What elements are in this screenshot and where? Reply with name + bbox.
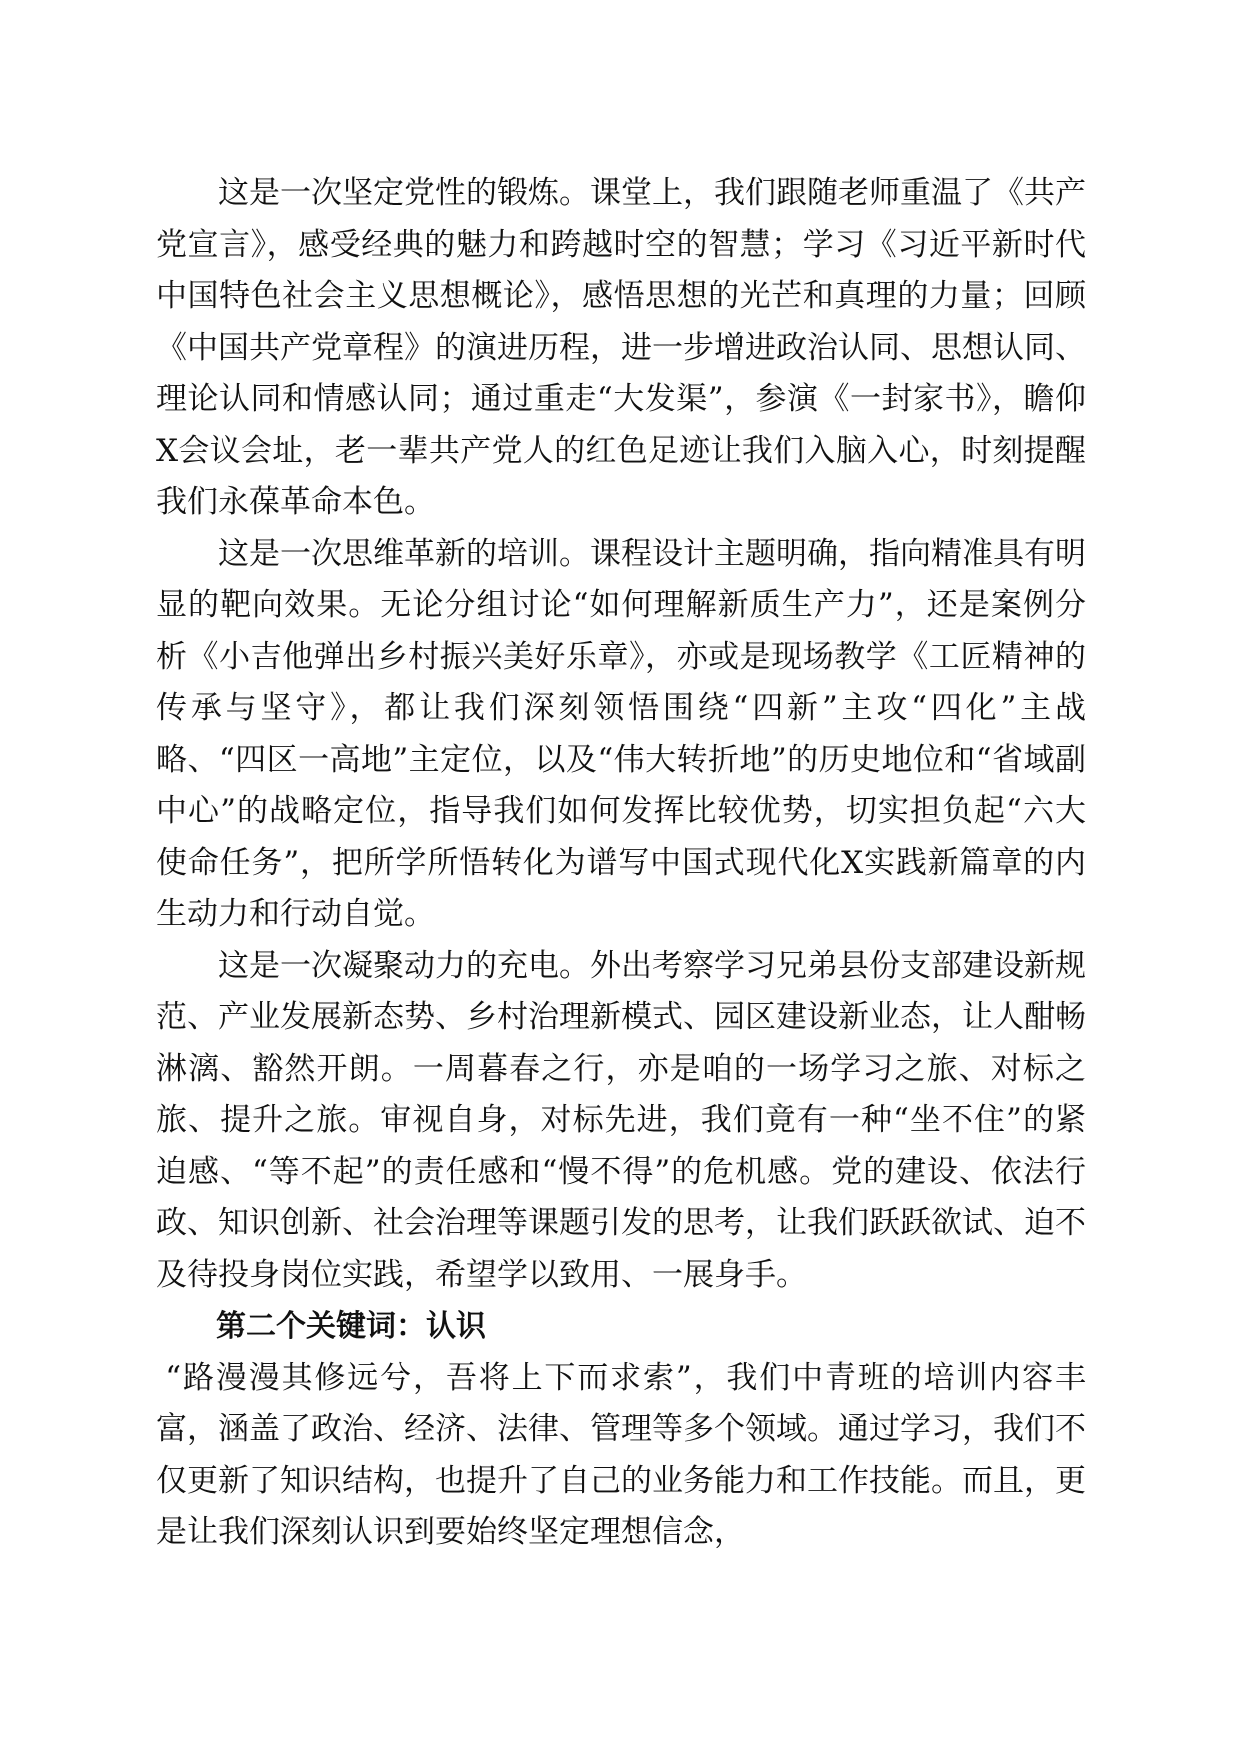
document-body <box>156 168 1086 1559</box>
section-heading-second-keyword: 第二个关键词：认识 <box>216 1309 486 1344</box>
paragraph-thinking-innovation: 这是一次思维革新的培训。课程设计主题明确，指向精准具有明显的靶向效果。无论分组讨论“如何理解新质生产力”，还是案例分析《小吉他弹出乡村振兴美好乐章》，亦或是现场教学《工匠精神的传承与坚守》，都让我们深刻领悟围绕“四新”主攻“四化”主战略、“四区一高地”主定位，以及“伟大转折地”的历史地位和“省域副中心”的战略定位，指导我们如何发挥比较优势，切实担负起“六大使命任务”，把所学所悟转化为谱写中国式现代化X实践新篇章的内生动力和行动自觉。 <box>156 535 1086 932</box>
paragraph-momentum-recharge: 这是一次凝聚动力的充电。外出考察学习兄弟县份支部建设新规范、产业发展新态势、乡村治理新模式、园区建设新业态，让人酣畅淋漓、豁然开朗。一周暮春之行，亦是咱的一场学习之旅、对标之旅、提升之旅。审视自身，对标先进，我们竟有一种“坐不住”的紧迫感、“等不起”的责任感和“慢不得”的危机感。党的建设、依法行政、知识创新、社会治理等课题引发的思考，让我们跃跃欲试、迫不及待投身岗位实践，希望学以致用、一展身手。 <box>156 947 1086 1293</box>
paragraph-understanding: “路漫漫其修远兮，吾将上下而求索”，我们中青班的培训内容丰富，涵盖了政治、经济、法律、管理等多个领域。通过学习，我们不仅更新了知识结构，也提升了自己的业务能力和工作技能。而且，更是让我们深刻认识到要始终坚定理想信念， <box>156 1359 1086 1550</box>
paragraph-party-spirit: 这是一次坚定党性的锻炼。课堂上，我们跟随老师重温了《共产党宣言》，感受经典的魅力和跨越时空的智慧；学习《习近平新时代中国特色社会主义思想概论》，感悟思想的光芒和真理的力量；回顾《中国共产党章程》的演进历程，进一步增进政治认同、思想认同、理论认同和情感认同；通过重走“大发渠”，参演《一封家书》，瞻仰X会议会址，老一辈共产党人的红色足迹让我们入脑入心，时刻提醒我们永葆革命本色。 <box>156 175 1086 520</box>
